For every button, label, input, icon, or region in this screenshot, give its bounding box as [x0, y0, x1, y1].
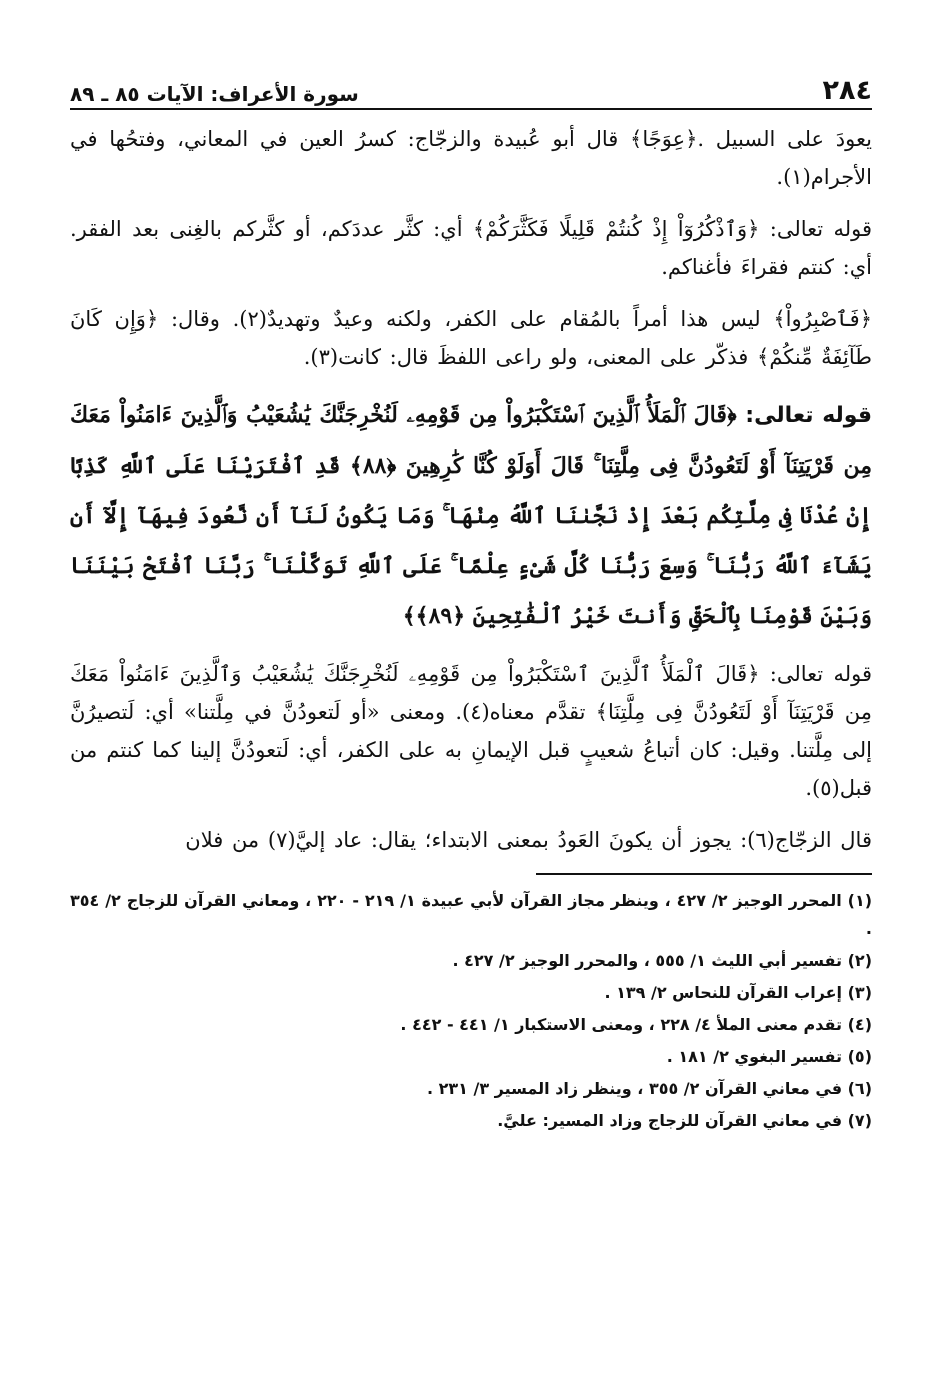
main-text — [70, 120, 872, 859]
footnote-1: (١) المحرر الوجيز ٢/ ٤٢٧ ، وينظر مجاز القرآن لأبي عبيدة ١/ ٢١٩ - ٢٢٠ ، ومعاني القرآن للزجاج ٢/ ٣٥٤ . — [70, 891, 873, 938]
running-title: سورة الأعراف: الآيات ٨٥ ـ ٨٩ — [70, 82, 359, 106]
page-header — [70, 66, 872, 104]
paragraph-3: ﴿فَٱصْبِرُواْ﴾ ليس هذا أمراً بالمُقام على الكفر، ولكنه وعيدٌ وتهديدٌ(٢). وقال: ﴿وَإِن كَانَ طَآئِفَةٌ مِّنكُمْ﴾ فذكّر على المعنى، ولو راعى اللفظَ قال: كانت(٣). — [70, 307, 872, 369]
verse-text: ﴿قَالَ ٱلْمَلَأُ ٱلَّذِينَ ٱسْتَكْبَرُواْ مِن قَوْمِهِۦ لَنُخْرِجَنَّكَ يَٰشُعَيْبُ وَٱلَّذِينَ ءَامَنُواْ مَعَكَ مِن قَرْيَتِنَآ أَوْ لَتَعُودُنَّ فِى مِلَّتِنَا ۚ قَالَ أَوَلَوْ كُنَّا كَٰرِهِينَ ﴿٨٨﴾ قَدِ ٱفْتَرَيْنَا عَلَى ٱللَّهِ كَذِبًا إِنْ عُدْنَا فِى مِلَّتِكُم بَعْدَ إِذْ نَجَّىٰنَا ٱللَّهُ مِنْهَا ۚ وَمَا يَكُونُ لَنَآ أَن نَّعُودَ فِيهَآ إِلَّآ أَن يَشَآءَ ٱللَّهُ رَبُّنَا ۚ وَسِعَ رَبُّنَا كُلَّ شَىْءٍ عِلْمًا ۚ عَلَى ٱللَّهِ تَوَكَّلْنَا ۚ رَبَّنَا ٱفْتَحْ بَيْنَنَا وَبَيْنَ قَوْمِنَا بِٱلْحَقِّ وَأَنتَ خَيْرُ ٱلْفَٰتِحِينَ ﴿٨٩﴾﴾ — [70, 402, 873, 629]
footnote-rule — [536, 873, 872, 875]
footnote-6: (٦) في معاني القرآن ٢/ ٣٥٥ ، وينظر زاد المسير ٣/ ٢٣١ . — [426, 1079, 872, 1098]
verse-lead: قوله تعالى: — [745, 403, 873, 428]
header-rule — [70, 108, 872, 110]
footnote-3: (٣) إعراب القرآن للنحاس ٢/ ١٣٩ . — [604, 983, 872, 1002]
paragraph-2: قوله تعالى: ﴿وَٱذْكُرُوٓاْ إِذْ كُنتُمْ قَلِيلًا فَكَثَّرَكُمْ﴾ أي: كثَّر عددَكم، أو كثَّركم بالغِنى بعد الفقر. أي: كنتم فقراءَ فأغناكم. — [70, 217, 872, 279]
paragraph-6: قال الزجّاج(٦): يجوز أن يكونَ العَودُ بمعنى الابتداء؛ يقال: عاد إليَّ(٧) من فلان — [185, 828, 872, 852]
footnote-2: (٢) تفسير أبي الليث ١/ ٥٥٥ ، والمحرر الوجيز ٢/ ٤٢٧ . — [452, 951, 872, 970]
footnote-7: (٧) في معاني القرآن للزجاج وزاد المسير: عليَّ. — [497, 1111, 872, 1130]
page-number: ٢٨٤ — [822, 75, 872, 106]
footnote-5: (٥) تفسير البغوي ٢/ ١٨١ . — [666, 1047, 872, 1066]
paragraph-1: يعودَ على السبيل .﴿عِوَجًا﴾ قال أبو عُبيدة والزجّاج: كسرُ العين في المعاني، وفتحُها في الأجرام(١). — [70, 127, 872, 189]
paragraph-5: قوله تعالى: ﴿قَالَ ٱلْمَلَأُ ٱلَّذِينَ ٱسْتَكْبَرُواْ مِن قَوْمِهِۦ لَنُخْرِجَنَّكَ يَٰشُعَيْبُ وَٱلَّذِينَ ءَامَنُواْ مَعَكَ مِن قَرْيَتِنَآ أَوْ لَتَعُودُنَّ فِى مِلَّتِنَا﴾ تقدَّم معناه(٤). ومعنى «أو لَتعودُنَّ في مِلَّتنا» أي: لَتصيرُنَّ إلى مِلَّتنا. وقيل: كان أتباعُ شعيبٍ قبل الإيمانِ به على الكفر، أي: لَتعودُنَّ إلينا كما كنتم من قبل(٥). — [70, 662, 872, 800]
footnote-4: (٤) تقدم معنى الملأ ٤/ ٢٢٨ ، ومعنى الاستكبار ١/ ٤٤١ - ٤٤٢ . — [400, 1015, 872, 1034]
quran-verse-block — [70, 390, 872, 641]
footnotes — [70, 887, 872, 1135]
